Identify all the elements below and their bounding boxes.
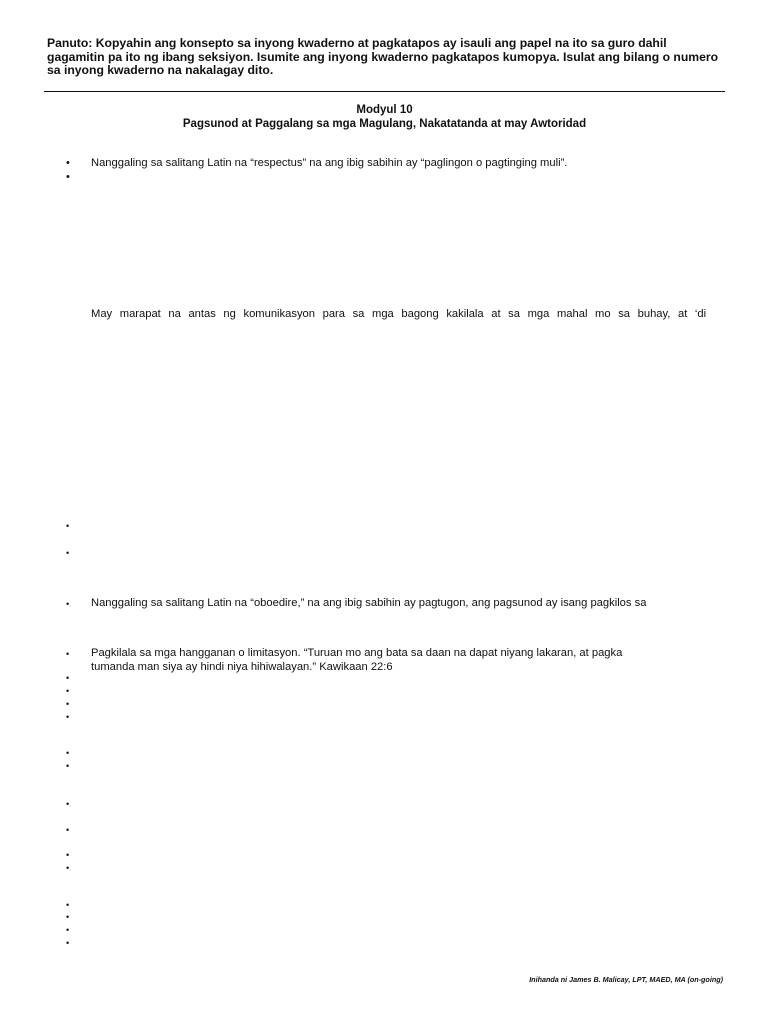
bullet: • — [66, 925, 70, 935]
bullet: • — [66, 157, 70, 169]
bullet: • — [66, 649, 70, 659]
instructions-paragraph: Panuto: Kopyahin ang konsepto sa inyong kwaderno at pagkatapos ay isauli ang papel na ito sa guro dahil gagamitin pa ito ng ibang seksiyon. Isumite ang inyong kwaderno pagkatapos kumopya. Isulat ang bilang o numero sa inyong kwaderno na nakalagay dito. — [47, 36, 719, 77]
bullet: • — [66, 900, 70, 910]
bullet: • — [66, 761, 70, 771]
communication-text: May marapat na antas ng komunikasyon para sa mga bagong kakilala at sa mga mahal mo sa buhay, at ‘di — [91, 308, 707, 320]
bullet: • — [66, 863, 70, 873]
module-subtitle: Pagsunod at Paggalang sa mga Magulang, Nakatatanda at may Awtoridad — [182, 118, 587, 130]
header-divider — [44, 91, 725, 92]
bullet: • — [66, 748, 70, 758]
bullet: • — [66, 825, 70, 835]
respect-origin-text: Nanggaling sa salitang Latin na “respectus” na ang ibig sabihin ay “paglingon o pagtinging muli”. — [91, 157, 568, 169]
bullet: • — [66, 686, 70, 696]
limits-text-line1: Pagkilala sa mga hangganan o limitasyon. “Turuan mo ang bata sa daan na dapat niyang lakaran, at pagka — [91, 647, 623, 659]
bullet: • — [66, 673, 70, 683]
bullet: • — [66, 850, 70, 860]
bullet: • — [66, 548, 70, 558]
bullet: • — [66, 712, 70, 722]
obey-origin-text: Nanggaling sa salitang Latin na “oboedire,” na ang ibig sabihin ay pagtugon, ang pagsunod ay isang pagkilos sa — [91, 597, 647, 609]
bullet: • — [66, 599, 70, 609]
limits-text-line2: tumanda man siya ay hindi niya hihiwalayan.” Kawikaan 22:6 — [91, 661, 393, 673]
bullet: • — [66, 912, 70, 922]
module-title: Modyul 10 — [356, 104, 413, 116]
bullet: • — [66, 171, 70, 183]
bullet: • — [66, 699, 70, 709]
author-footer: Inihanda ni James B. Malicay, LPT, MAED, MA (on-going) — [529, 975, 723, 984]
bullet: • — [66, 938, 70, 948]
bullet: • — [66, 799, 70, 809]
bullet: • — [66, 521, 70, 531]
